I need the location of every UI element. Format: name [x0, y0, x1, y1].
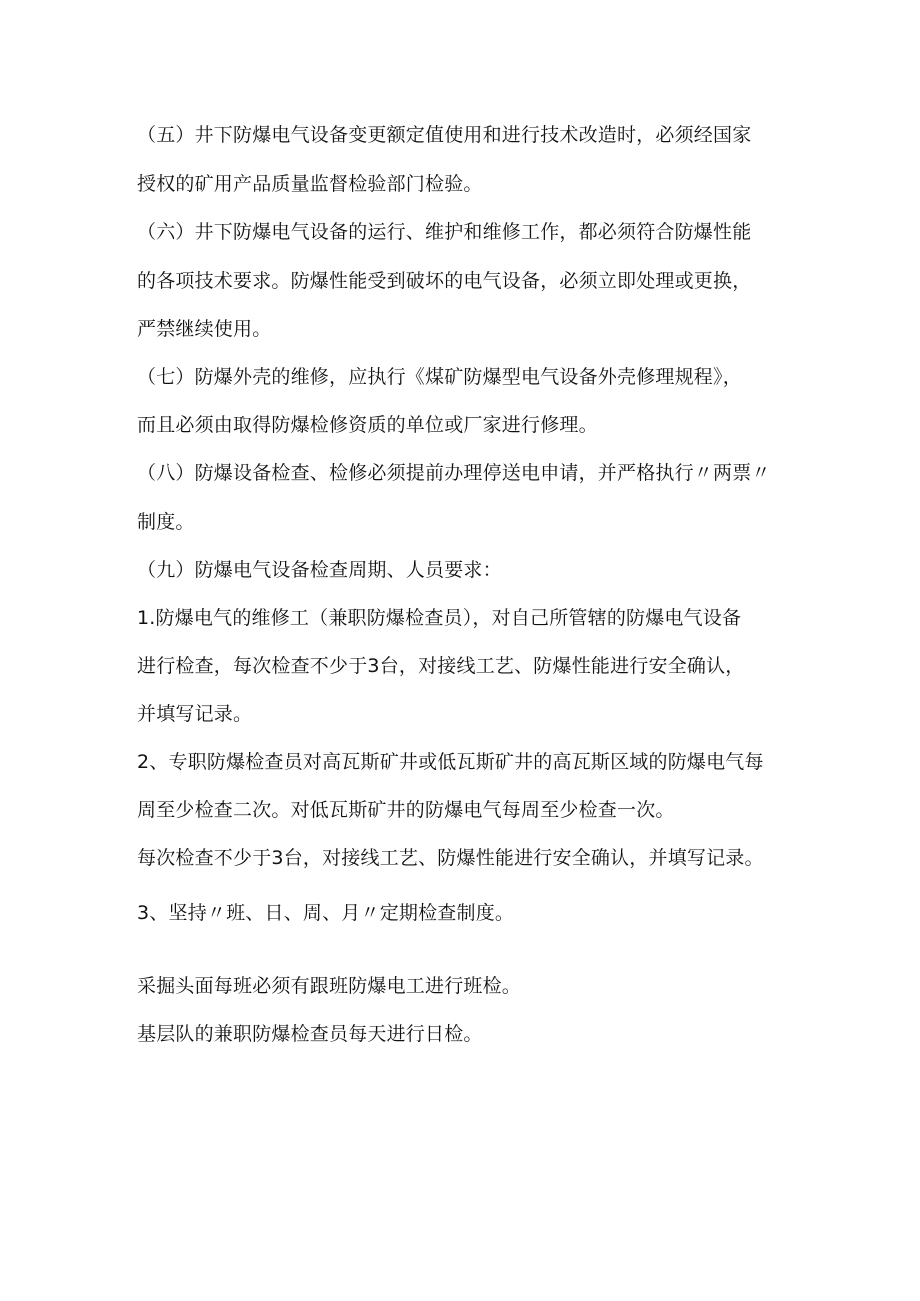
text-line: 严禁继续使用。 — [137, 318, 272, 340]
text-line: 制度。 — [137, 511, 195, 533]
text-line: （六）井下防爆电气设备的运行、维护和维修工作，都必须符合防爆性能 — [137, 221, 752, 243]
text-line: 基层队的兼职防爆检查员每天进行日检。 — [137, 1023, 483, 1045]
text-line: 的各项技术要求。防爆性能受到破坏的电气设备，必须立即处理或更换， — [137, 270, 752, 292]
text-line: 而且必须由取得防爆检修资质的单位或厂家进行修理。 — [137, 414, 598, 436]
text-line: 并填写记录。 — [137, 703, 253, 725]
text-line: （五）井下防爆电气设备变更额定值使用和进行技术改造时，必须经国家 — [137, 124, 752, 146]
text-line: 采掘头面每班必须有跟班防爆电工进行班检。 — [137, 975, 522, 997]
text-line: （八）防爆设备检查、检修必须提前办理停送电申请，并严格执行〃两票〃 — [137, 462, 771, 484]
text-line: 1.防爆电气的维修工（兼职防爆检查员），对自己所管辖的防爆电气设备 — [137, 607, 742, 629]
text-line: 2、专职防爆检查员对高瓦斯矿井或低瓦斯矿井的高瓦斯区域的防爆电气每 — [137, 751, 764, 773]
text-line: 3、坚持〃班、日、周、月〃定期检查制度。 — [137, 902, 515, 924]
text-line: 进行检查，每次检查不少于3台，对接线工艺、防爆性能进行安全确认， — [137, 655, 745, 677]
text-line: 周至少检查二次。对低瓦斯矿井的防爆电气每周至少检查一次。 — [137, 799, 675, 821]
text-line: （七）防爆外壳的维修，应执行《煤矿防爆型电气设备外壳修理规程》， — [137, 366, 742, 388]
text-line: （九）防爆电气设备检查周期、人员要求： — [137, 559, 502, 581]
text-line: 每次检查不少于3台，对接线工艺、防爆性能进行安全确认，并填写记录。 — [137, 847, 764, 869]
text-line: 授权的矿用产品质量监督检验部门检验。 — [137, 173, 483, 195]
